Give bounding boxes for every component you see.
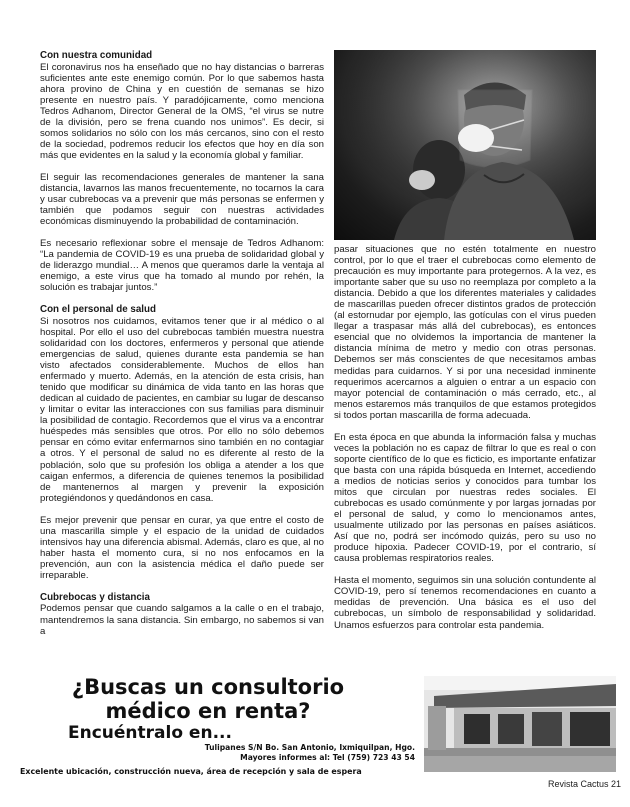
section-heading-comunidad: Con nuestra comunidad: [40, 50, 153, 61]
left-article-column: [40, 50, 324, 637]
building-photo: [424, 676, 616, 772]
paragraph: Podemos pensar que cuando salgamos a la calle o en el trabajo, mantendremos la sana distancia. Sin embargo, no sabemos si van a: [40, 603, 324, 637]
page-folio: Revista Cactus 21: [548, 779, 622, 789]
health-workers-photo: [334, 50, 596, 240]
paragraph: En esta época en que abunda la información falsa y muchas veces la población no es capaz de filtrar lo que es real o con soporte científico de lo que es ficticio, es importante enfatizar que basta con una rápida búsqueda en Internet, accediendo a medios de noticias serios y conocidos para tumbar los mitos que circulan por nuestras redes sociales. El cubrebocas es usado comúnmente y por largas jornadas por el personal de salud, y como lo mencionamos antes, usualmente utilizado por las personas en países asiáticos. Así que no, podrá ser incómodo quizás, pero su uso no produce hipoxia. Padecer COVID-19, por el contrario, sí causa problemas respiratorios reales.: [334, 431, 596, 565]
section-heading-personal-salud: Con el personal de salud: [40, 304, 156, 316]
right-article-column: [334, 244, 596, 642]
paragraph: Es necesario reflexionar sobre el mensaje de Tedros Adhanom: “La pandemia de COVID-19 es una prueba de solidaridad global y de liderazgo mundial… A menos que queramos darle la ventaja al enemigo, a este virus que ha tomado al mundo por rehén, la solución es trabajar juntos.”: [40, 238, 324, 294]
paragraph: Hasta el momento, seguimos sin una solución contundente al COVID-19, pero sí tenemos recomendaciones en cuanto a medidas de prevención. Una básica es el uso del cubrebocas, un símbolo de responsabilidad y solidaridad. Unamos esfuerzos para controlar esta pandemia.: [334, 575, 596, 631]
ad-phone: Mayores informes al: Tel (759) 723 43 54: [240, 752, 415, 762]
paragraph: pasar situaciones que no estén totalmente en nuestro control, por lo que el traer el cubrebocas como elemento de precaución es muy importante para protegernos. A la vez, es importante saber que su uso no reemplaza por completo a la distancia. Debido a que los diferentes materiales y calidades de mascarillas pueden ofrecer distintos grados de protección (al estornudar por ejemplo, las gotículas con el virus pueden llegar a traspasar más allá del cubrebocas), es entonces esencial que no olvidemos la importancia de mantener la distancia mínima de metro y medio con otras personas. Debemos ser más conscientes de que necesitamos ambas medidas para cuidarnos. Y si por una necesidad inminente requerimos acercarnos a alguien o entrar a un espacio con mayor potencial de contaminación o más cerrado, etc., al menos estaremos más tranquilos de que estamos protegidos si todos portan mascarilla de forma adecuada.: [334, 244, 596, 421]
paragraph: El coronavirus nos ha enseñado que no hay distancias o barreras suficientes ante este enemigo común. Por lo que sabemos hasta ahora provino de China y en cuestión de semanas se hizo presente en nuestro país. Y paradójicamente, como menciona Tedros Adhanom, Director General de la OMS, “el virus se nutre de la división, pero se frena cuando nos unimos”. Es decir, si somos solidarios no sólo con los más cercanos, sino con el resto de la sociedad, podremos reducir los efectos que hoy en día son más que evidentes en la salud y la economía global y familiar.: [40, 61, 324, 161]
ad-headline: ¿Buscas un consultorio médico en renta?: [71, 675, 345, 723]
ad-subheadline: Encuéntralo en...: [68, 723, 232, 743]
ad-features: Excelente ubicación, construcción nueva, área de recepción y sala de espera: [20, 767, 362, 776]
ad-contact-info: [178, 743, 415, 762]
masked-medical-staff-illustration: [334, 50, 596, 240]
paragraph: Si nosotros nos cuidamos, evitamos tener que ir al médico o al hospital. Por ello el uso del cubrebocas también muestra nuestra solidaridad con los doctores, enfermeros y personal que atiende emergencias de salud, quienes durante esta pandemia se han visto afectados considerablemente. Muchos de ellos han enfermado y muerto. Además, en la atención de esta crisis, han tenido que modificar su dinámica de vida tanto en las horas que dedican al cuidado de pacientes, en cambiar su lugar de descanso y limitar o evitar las interacciones con sus familias para disminuir la posibilidad de contagio. Recordemos que el virus va a encontrar huéspedes más sensibles que otros. Por ello no sólo debemos pensar en cómo evitar enfermarnos sino también en no contagiar a otros. Y el personal de salud no es diferente al resto de la población, solo que su profesión los obliga a atender a los que caigan enfermos, a diferencia de quienes tenemos la posibilidad de mantenernos al margen y prevenir la exposición protegiéndonos y quedándonos en casa.: [40, 315, 324, 504]
ad-address: Tulipanes S/N Bo. San Antonio, Ixmiquilpan, Hgo.: [204, 743, 415, 752]
clinic-building-illustration: [424, 676, 616, 772]
paragraph: Es mejor prevenir que pensar en curar, ya que entre el costo de una mascarilla simple y el espacio de la unidad de cuidados intensivos hay una diferencia abismal. Además, claro es que, al no haber hasta el momento cura, si no nos enfocamos en la prevención, aun con la asistencia médica el daño puede ser irreparable.: [40, 514, 324, 581]
section-heading-cubrebocas: Cubrebocas y distancia: [40, 591, 150, 603]
paragraph: El seguir las recomendaciones generales de mantener la sana distancia, lavarnos las manos frecuentemente, no tocarnos la cara y usar cubrebocas va a prevenir que más personas se enfermen y también que podamos seguir con nuestras actividades económicas disminuyendo la probabilidad de contaminación.: [40, 171, 324, 228]
